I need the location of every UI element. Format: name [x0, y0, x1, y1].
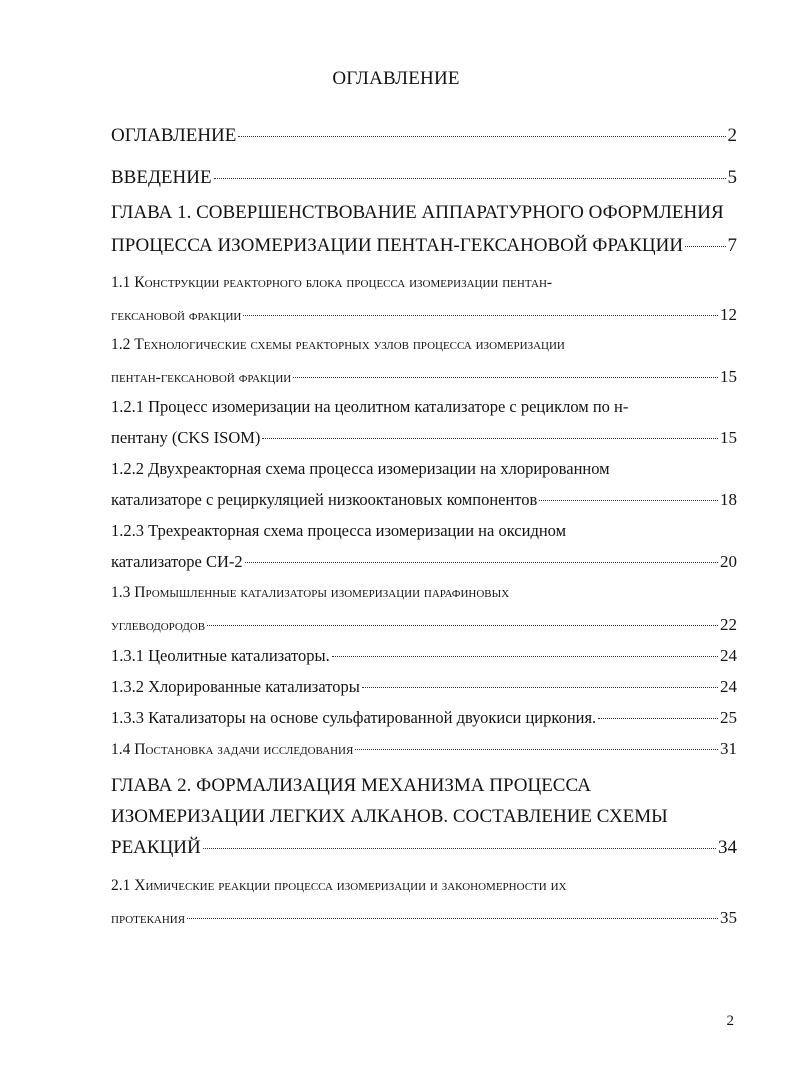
toc-entry-chapter-2[interactable]	[111, 775, 737, 859]
toc-entry-text: 1.3.2 Хлорированные катализаторы	[111, 677, 360, 696]
toc-entry-1-2-2[interactable]	[111, 459, 737, 510]
dot-leader	[598, 718, 718, 719]
toc-entry-1-2-1[interactable]	[111, 397, 737, 448]
toc-entry-text: 1.3 Промышленные катализаторы изомеризации парафиновых	[111, 584, 510, 601]
toc-page-number: 7	[727, 235, 737, 256]
toc-entry-text: пентану (CKS ISOM)	[111, 428, 261, 447]
toc-page-number: 35	[720, 908, 737, 927]
toc-entry-1-1[interactable]	[111, 274, 737, 325]
toc-entry-text: катализаторе с рециркуляцией низкооктановых компонентов	[111, 490, 538, 509]
toc-entry-text: ПРОЦЕССА ИЗОМЕРИЗАЦИИ ПЕНТАН-ГЕКСАНОВОЙ ФРАКЦИИ	[111, 235, 684, 256]
toc-page-number: 5	[727, 167, 737, 188]
toc-entry-text: катализаторе СИ-2	[111, 552, 243, 571]
toc-entry-text: 1.2.2 Двухреакторная схема процесса изомеризации на хлорированном	[111, 459, 610, 478]
toc-page-number: 15	[720, 367, 737, 386]
toc-entry-vvedenie[interactable]	[111, 167, 737, 189]
toc-entry-text: пентан-гексановой фракции	[111, 369, 292, 386]
toc-entry-text: ВВЕДЕНИЕ	[111, 167, 212, 188]
toc-entry-text: 1.3.3 Катализаторы на основе сульфатированной двуокиси циркония.	[111, 708, 597, 727]
toc-page-number: 24	[720, 646, 737, 665]
toc-page-number: 18	[720, 490, 737, 509]
dot-leader	[332, 656, 718, 657]
toc-entry-text: РЕАКЦИЙ	[111, 837, 201, 858]
toc-entry-text: 1.4 Постановка задачи исследования	[111, 741, 354, 758]
toc-entry-chapter-1[interactable]	[111, 202, 737, 257]
dot-leader	[245, 562, 718, 563]
toc-page-number: 24	[720, 677, 737, 696]
toc-entry-text: 1.2.1 Процесс изомеризации на цеолитном катализаторе с рециклом по н-	[111, 397, 629, 416]
dot-leader	[214, 178, 726, 179]
toc-page-number: 31	[720, 739, 737, 758]
toc-entry-text: 2.1 Химические реакции процесса изомеризации и закономерности их	[111, 877, 567, 894]
toc-entry-text: ГЛАВА 1. СОВЕРШЕНСТВОВАНИЕ АППАРАТУРНОГО ОФОРМЛЕНИЯ	[111, 202, 724, 223]
dot-leader	[243, 315, 718, 316]
footer-page-number: 2	[726, 1013, 734, 1029]
dot-leader	[203, 848, 716, 849]
dot-leader	[362, 687, 718, 688]
toc-page-number: 34	[718, 837, 737, 858]
toc-entry-text: ИЗОМЕРИЗАЦИИ ЛЕГКИХ АЛКАНОВ. СОСТАВЛЕНИЕ СХЕМЫ	[111, 806, 668, 827]
toc-entry-1-2-3[interactable]	[111, 521, 737, 572]
toc-entry-text: ГЛАВА 2. ФОРМАЛИЗАЦИЯ МЕХАНИЗМА ПРОЦЕССА	[111, 775, 591, 796]
dot-leader	[207, 625, 718, 626]
toc-page-number: 12	[720, 305, 737, 324]
dot-leader	[262, 438, 718, 439]
toc-entry-text: углеводородов	[111, 617, 206, 634]
toc-entry-1-3-3[interactable]	[111, 708, 737, 728]
toc-entry-1-2[interactable]	[111, 336, 737, 387]
dot-leader	[238, 136, 725, 137]
toc-entry-text: протекания	[111, 910, 186, 927]
toc-page-number: 22	[720, 615, 737, 634]
toc-entry-text: 1.2 Технологические схемы реакторных узлов процесса изомеризации	[111, 336, 565, 353]
toc-entry-1-3-1[interactable]	[111, 646, 737, 666]
dot-leader	[539, 500, 718, 501]
toc-entry-text: 1.1 Конструкции реакторного блока процесса изомеризации пентан-	[111, 274, 553, 291]
dot-leader	[355, 749, 718, 750]
toc-page-number: 2	[727, 125, 737, 146]
toc-page-number: 15	[720, 428, 737, 447]
toc-entry-text: ОГЛАВЛЕНИЕ	[111, 125, 237, 146]
toc-entry-1-3-2[interactable]	[111, 677, 737, 697]
toc-entry-1-3[interactable]	[111, 584, 737, 635]
toc-entry-text: 1.3.1 Цеолитные катализаторы.	[111, 646, 330, 665]
dot-leader	[187, 918, 718, 919]
dot-leader	[685, 246, 725, 247]
dot-leader	[293, 377, 718, 378]
toc-entry-1-4[interactable]	[111, 739, 737, 759]
toc-entry-oglavlenie[interactable]	[111, 125, 737, 147]
toc-entry-text: 1.2.3 Трехреакторная схема процесса изомеризации на оксидном	[111, 521, 567, 540]
toc-page-number: 25	[720, 708, 737, 727]
toc-entry-2-1[interactable]	[111, 877, 737, 928]
toc-entry-text: гексановой фракции	[111, 307, 242, 324]
page-title: ОГЛАВЛЕНИЕ	[332, 68, 460, 89]
toc-page-number: 20	[720, 552, 737, 571]
